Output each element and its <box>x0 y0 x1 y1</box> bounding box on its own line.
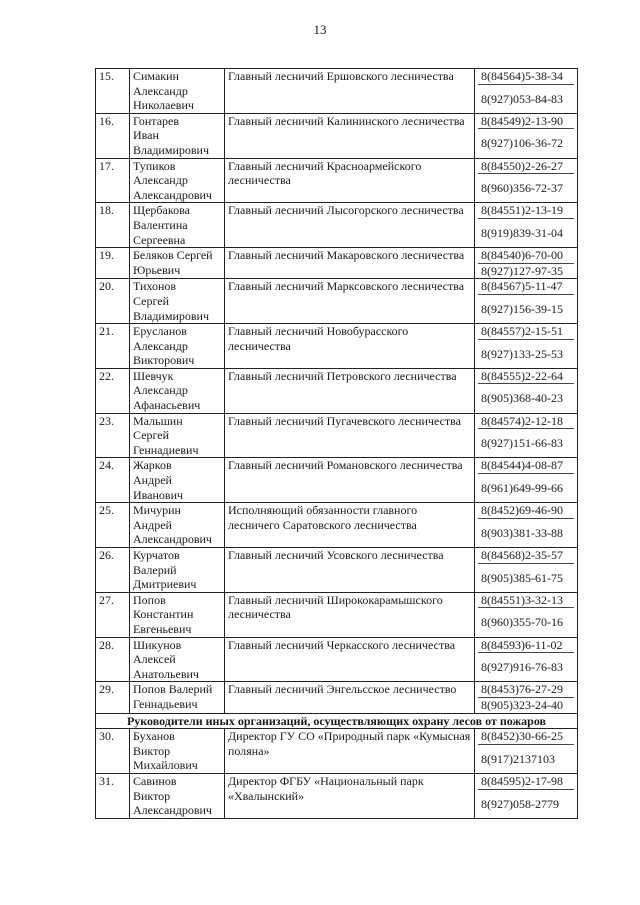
phone-number: 8(927)916-76-83 <box>481 660 563 675</box>
phone-number: 8(84593)6-11-02 <box>478 638 574 654</box>
person-name <box>130 503 225 548</box>
phone-number: 8(84555)2-22-64 <box>478 369 574 385</box>
table-row <box>96 637 578 682</box>
name-line: Викторович <box>133 353 195 368</box>
name-line: Александр <box>133 173 188 188</box>
row-number: 19. <box>96 248 130 279</box>
name-line: Юрьевич <box>133 262 181 277</box>
phone-cell <box>475 203 578 248</box>
phone-number: 8(84557)2-15-51 <box>478 324 574 340</box>
name-line: Жарков <box>133 458 172 473</box>
name-line: Константин <box>133 607 194 622</box>
table-row <box>96 773 578 818</box>
position-title: Главный лесничий Красноармейского лесничества <box>225 158 475 203</box>
table-row <box>96 158 578 203</box>
row-number: 24. <box>96 458 130 503</box>
phone-cell <box>475 548 578 593</box>
position-title: Главный лесничий Энгельсское лесничество <box>225 682 475 713</box>
phone-number: 8(8452)69-46-90 <box>478 503 574 519</box>
phone-number: 8(927)058-2779 <box>481 796 559 811</box>
person-name <box>130 158 225 203</box>
name-line: Иван <box>133 128 159 143</box>
name-line: Афанасьевич <box>133 398 201 413</box>
row-number: 15. <box>96 69 130 114</box>
name-line: Евгеньевич <box>133 621 192 636</box>
phone-cell <box>475 368 578 413</box>
row-number: 26. <box>96 548 130 593</box>
person-name <box>130 279 225 324</box>
person-name <box>130 324 225 369</box>
phone-number: 8(927)053-84-83 <box>481 91 563 106</box>
phone-cell <box>475 458 578 503</box>
phone-number: 8(960)356-72-37 <box>481 181 563 196</box>
phone-cell <box>475 113 578 158</box>
phone-number: 8(927)156-39-15 <box>481 301 563 316</box>
phone-number: 8(961)649-99-66 <box>481 481 563 496</box>
position-title: Главный лесничий Петровского лесничества <box>225 368 475 413</box>
table-row <box>96 413 578 458</box>
phone-number: 8(84551)3-32-13 <box>478 593 574 609</box>
name-line: Мичурин <box>133 503 181 518</box>
name-line: Алексей <box>133 652 176 667</box>
phone-number: 8(84550)2-26-27 <box>478 159 574 175</box>
row-number: 22. <box>96 368 130 413</box>
phone-number: 8(8453)76-27-29 <box>478 682 574 698</box>
name-line: Владимирович <box>133 308 209 323</box>
position-title: Главный лесничий Усовского лесничества <box>225 548 475 593</box>
name-line: Геннадиевич <box>133 442 199 457</box>
phone-number: 8(84567)5-11-47 <box>478 279 574 295</box>
person-name <box>130 113 225 158</box>
phone-number: 8(919)839-31-04 <box>481 225 563 240</box>
table-row <box>96 203 578 248</box>
person-name <box>130 592 225 637</box>
table-row <box>96 368 578 413</box>
phone-cell <box>475 158 578 203</box>
row-number: 28. <box>96 637 130 682</box>
name-line: Валерий <box>133 562 177 577</box>
name-line: Александрович <box>133 803 212 818</box>
name-line: Сергей <box>133 293 169 308</box>
table-row <box>96 69 578 114</box>
person-name <box>130 637 225 682</box>
name-line: Александрович <box>133 532 212 547</box>
row-number: 25. <box>96 503 130 548</box>
name-line: Александр <box>133 338 188 353</box>
name-line: Курчатов <box>133 548 180 562</box>
name-line: Мальшин <box>133 413 183 428</box>
phone-cell <box>475 592 578 637</box>
name-line: Андрей <box>133 517 172 532</box>
name-line: Анатольевич <box>133 666 199 681</box>
name-line: Владимирович <box>133 142 209 157</box>
section-heading: Руководители иных организаций, осуществляющих охрану лесов от пожаров <box>96 713 578 729</box>
name-line: Савинов <box>133 773 177 788</box>
name-line: Александрович <box>133 187 212 202</box>
table-row <box>96 324 578 369</box>
row-number: 29. <box>96 682 130 713</box>
position-title: Главный лесничий Марксовского лесничества <box>225 279 475 324</box>
table-row <box>96 548 578 593</box>
position-title: Директор ФГБУ «Национальный парк «Хвалынский» <box>225 773 475 818</box>
name-line: Иванович <box>133 487 184 502</box>
name-line: Тихонов <box>133 279 177 294</box>
phone-number: 8(917)2137103 <box>481 751 555 766</box>
name-line: Дмитриевич <box>133 577 197 592</box>
position-title: Главный лесничий Романовского лесничества <box>225 458 475 503</box>
name-line: Александр <box>133 383 188 398</box>
forestry-heads-group <box>96 69 578 714</box>
name-line: Попов Валерий <box>133 682 213 697</box>
position-title: Исполняющий обязанности главного лесничего Саратовского лесничества <box>225 503 475 548</box>
position-title: Главный лесничий Ширококарамышского лесничества <box>225 592 475 637</box>
name-line: Щербакова <box>133 203 190 218</box>
name-line: Беляков Сергей <box>133 248 213 263</box>
person-name <box>130 413 225 458</box>
name-line: Геннадьевич <box>133 696 198 711</box>
person-name <box>130 729 225 774</box>
name-line: Тупиков <box>133 158 176 173</box>
row-number: 27. <box>96 592 130 637</box>
phone-number: 8(927)106-36-72 <box>481 136 563 151</box>
row-number: 17. <box>96 158 130 203</box>
section-group <box>96 713 578 729</box>
name-line: Виктор <box>133 743 171 758</box>
name-line: Шевчук <box>133 368 174 383</box>
name-line: Михайлович <box>133 758 198 773</box>
phone-number: 8(84544)4-08-87 <box>478 458 574 474</box>
table-row <box>96 248 578 279</box>
other-orgs-group <box>96 729 578 819</box>
phone-number: 8(927)133-25-53 <box>481 346 563 361</box>
person-name <box>130 203 225 248</box>
name-line: Сергеевна <box>133 232 186 247</box>
person-name <box>130 69 225 114</box>
row-number: 16. <box>96 113 130 158</box>
name-line: Сергей <box>133 428 169 443</box>
phone-cell <box>475 279 578 324</box>
person-name <box>130 368 225 413</box>
row-number: 31. <box>96 773 130 818</box>
name-line: Буханов <box>133 729 175 744</box>
person-name <box>130 682 225 713</box>
phone-number: 8(84549)2-13-90 <box>478 114 574 130</box>
phone-cell <box>475 69 578 114</box>
phone-number: 8(84551)2-13-19 <box>478 203 574 219</box>
phone-cell <box>475 682 578 713</box>
section-heading-row <box>96 713 578 729</box>
phone-number: 8(927)127-97-35 <box>481 263 563 278</box>
table-row <box>96 113 578 158</box>
name-line: Гонтарев <box>133 113 180 128</box>
position-title: Директор ГУ СО «Природный парк «Кумысная поляна» <box>225 729 475 774</box>
table-row <box>96 682 578 713</box>
page-number: 13 <box>313 22 327 37</box>
phone-cell <box>475 413 578 458</box>
name-line: Шикунов <box>133 637 182 652</box>
table-row <box>96 729 578 774</box>
table-row <box>96 503 578 548</box>
phone-cell <box>475 637 578 682</box>
name-line: Ерусланов <box>133 324 187 339</box>
phone-cell <box>475 503 578 548</box>
phone-number: 8(84574)2-12-18 <box>478 414 574 430</box>
phone-number: 8(84540)6-70-00 <box>478 248 574 264</box>
phone-number: 8(8452)30-66-25 <box>478 729 574 745</box>
position-title: Главный лесничий Ершовского лесничества <box>225 69 475 114</box>
phone-cell <box>475 773 578 818</box>
phone-number: 8(84568)2-35-57 <box>478 548 574 564</box>
name-line: Александр <box>133 83 188 98</box>
phone-cell <box>475 248 578 279</box>
table-row <box>96 279 578 324</box>
phone-cell <box>475 729 578 774</box>
name-line: Виктор <box>133 788 171 803</box>
name-line: Андрей <box>133 473 172 488</box>
position-title: Главный лесничий Новобурасского лесничества <box>225 324 475 369</box>
row-number: 20. <box>96 279 130 324</box>
table-row <box>96 592 578 637</box>
person-name <box>130 248 225 279</box>
row-number: 23. <box>96 413 130 458</box>
person-name <box>130 548 225 593</box>
phone-number: 8(905)368-40-23 <box>481 391 563 406</box>
name-line: Симакин <box>133 69 179 83</box>
person-name <box>130 773 225 818</box>
name-line: Николаевич <box>133 98 194 113</box>
name-line: Попов <box>133 592 166 607</box>
phone-cell <box>475 324 578 369</box>
phone-number: 8(905)323-24-40 <box>481 697 563 712</box>
position-title: Главный лесничий Макаровского лесничества <box>225 248 475 279</box>
phone-number: 8(84564)5-38-34 <box>478 69 574 85</box>
position-title: Главный лесничий Калининского лесничества <box>225 113 475 158</box>
row-number: 30. <box>96 729 130 774</box>
phone-number: 8(960)355-70-16 <box>481 615 563 630</box>
row-number: 21. <box>96 324 130 369</box>
phone-number: 8(927)151-66-83 <box>481 436 563 451</box>
phone-number: 8(84595)2-17-98 <box>478 774 574 790</box>
table-row <box>96 458 578 503</box>
phone-number: 8(903)381-33-88 <box>481 525 563 540</box>
phone-number: 8(905)385-61-75 <box>481 570 563 585</box>
contacts-table <box>95 68 578 819</box>
position-title: Главный лесничий Лысогорского лесничества <box>225 203 475 248</box>
position-title: Главный лесничий Черкасского лесничества <box>225 637 475 682</box>
person-name <box>130 458 225 503</box>
name-line: Валентина <box>133 217 188 232</box>
position-title: Главный лесничий Пугачевского лесничества <box>225 413 475 458</box>
row-number: 18. <box>96 203 130 248</box>
